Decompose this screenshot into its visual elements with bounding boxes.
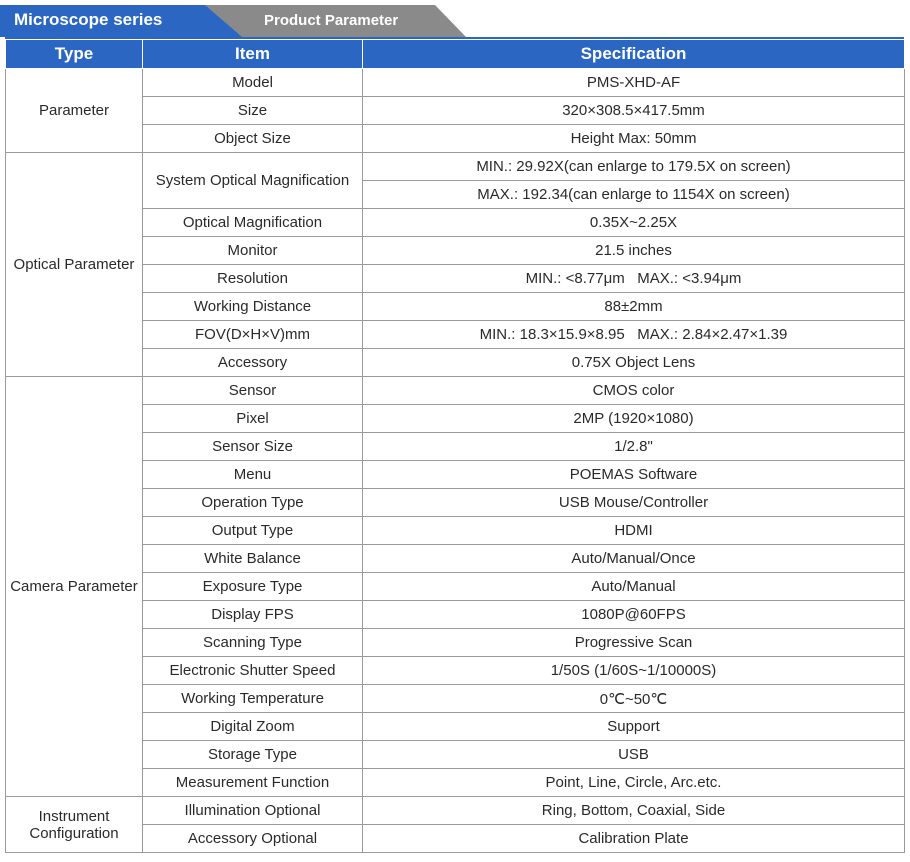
row-spec-cell: PMS-XHD-AF (363, 69, 905, 97)
row-item-cell: Operation Type (143, 489, 363, 517)
row-spec-cell: Support (363, 713, 905, 741)
table-body (6, 69, 905, 853)
row-item-cell: Sensor (143, 377, 363, 405)
table-row (6, 377, 905, 405)
row-spec-cell: 88±2mm (363, 293, 905, 321)
row-spec-cell: 21.5 inches (363, 237, 905, 265)
table-row (6, 69, 905, 97)
row-spec-cell: 320×308.5×417.5mm (363, 97, 905, 125)
row-item-cell: System Optical Magnification (143, 153, 363, 209)
row-spec-cell: 0.75X Object Lens (363, 349, 905, 377)
row-item-cell: Digital Zoom (143, 713, 363, 741)
row-item-cell: Menu (143, 461, 363, 489)
row-spec-cell: USB Mouse/Controller (363, 489, 905, 517)
row-item-cell: Accessory (143, 349, 363, 377)
row-spec-cell: USB (363, 741, 905, 769)
row-item-cell: FOV(D×H×V)mm (143, 321, 363, 349)
row-type-cell: Optical Parameter (6, 153, 143, 377)
section-title: Product Parameter (264, 12, 399, 29)
table-row (6, 153, 905, 181)
row-spec-cell: MAX.: 192.34(can enlarge to 1154X on screen) (363, 181, 905, 209)
row-spec-cell: 1080P@60FPS (363, 601, 905, 629)
row-item-cell: Working Temperature (143, 685, 363, 713)
row-item-cell: Sensor Size (143, 433, 363, 461)
row-item-cell: Object Size (143, 125, 363, 153)
row-item-cell: Measurement Function (143, 769, 363, 797)
row-item-cell: Working Distance (143, 293, 363, 321)
row-item-cell: Model (143, 69, 363, 97)
row-spec-cell: HDMI (363, 517, 905, 545)
row-type-cell: Camera Parameter (6, 377, 143, 797)
column-header-type: Type (6, 40, 143, 69)
table-row (6, 797, 905, 825)
row-spec-cell: POEMAS Software (363, 461, 905, 489)
series-title: Microscope series (14, 10, 163, 29)
row-item-cell: Illumination Optional (143, 797, 363, 825)
row-item-cell: Monitor (143, 237, 363, 265)
row-spec-cell: Progressive Scan (363, 629, 905, 657)
row-spec-cell: Auto/Manual (363, 573, 905, 601)
row-spec-cell: Height Max: 50mm (363, 125, 905, 153)
column-header-specification: Specification (363, 40, 905, 69)
row-spec-cell: Ring, Bottom, Coaxial, Side (363, 797, 905, 825)
row-item-cell: Scanning Type (143, 629, 363, 657)
row-item-cell: Display FPS (143, 601, 363, 629)
row-spec-cell: Point, Line, Circle, Arc.etc. (363, 769, 905, 797)
row-item-cell: Resolution (143, 265, 363, 293)
row-item-cell: Electronic Shutter Speed (143, 657, 363, 685)
row-item-cell: Storage Type (143, 741, 363, 769)
row-spec-cell: 1/50S (1/60S~1/10000S) (363, 657, 905, 685)
spec-table (5, 39, 905, 853)
row-item-cell: Output Type (143, 517, 363, 545)
row-spec-cell: MIN.: 18.3×15.9×8.95 MAX.: 2.84×2.47×1.39 (363, 321, 905, 349)
row-item-cell: Size (143, 97, 363, 125)
row-item-cell: Accessory Optional (143, 825, 363, 853)
table-header-row (6, 40, 905, 69)
page-header (0, 0, 910, 40)
row-item-cell: Exposure Type (143, 573, 363, 601)
row-spec-cell: 0℃~50℃ (363, 685, 905, 713)
row-type-cell: Parameter (6, 69, 143, 153)
row-type-cell: Instrument Configuration (6, 797, 143, 853)
row-item-cell: Optical Magnification (143, 209, 363, 237)
row-spec-cell: MIN.: <8.77μm MAX.: <3.94μm (363, 265, 905, 293)
row-item-cell: Pixel (143, 405, 363, 433)
column-header-item: Item (143, 40, 363, 69)
row-spec-cell: 2MP (1920×1080) (363, 405, 905, 433)
row-item-cell: White Balance (143, 545, 363, 573)
row-spec-cell: MIN.: 29.92X(can enlarge to 179.5X on screen) (363, 153, 905, 181)
row-spec-cell: CMOS color (363, 377, 905, 405)
row-spec-cell: Calibration Plate (363, 825, 905, 853)
row-spec-cell: Auto/Manual/Once (363, 545, 905, 573)
row-spec-cell: 1/2.8" (363, 433, 905, 461)
row-spec-cell: 0.35X~2.25X (363, 209, 905, 237)
